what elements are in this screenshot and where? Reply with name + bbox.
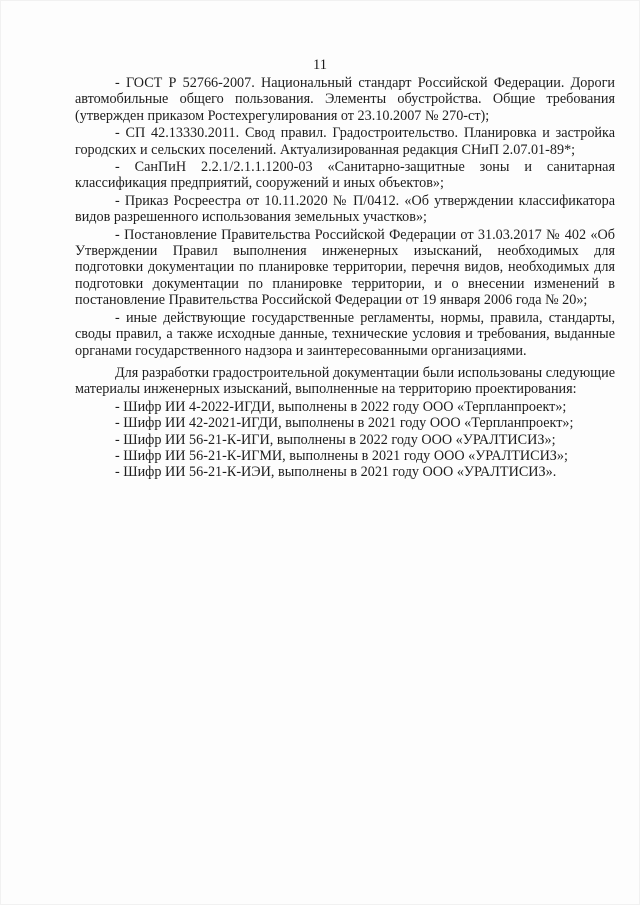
page-number: 11 [313, 57, 327, 73]
survey-cipher-item: - Шифр ИИ 4-2022-ИГДИ, выполнены в 2022 году ООО «Терпланпроект»; [115, 398, 567, 415]
survey-cipher-item: - Шифр ИИ 56-21-К-ИЭИ, выполнены в 2021 году ООО «УРАЛТИСИЗ». [115, 464, 557, 481]
list-item-government-decree: - Постановление Правительства Российской Федерации от 31.03.2017 № 402 «Об Утверждении Правил выполнения инженерных изысканий, необходимых для подготовки документации по планировке территории, перечня видов, необходимых для подготовки документации по планировке территории, и о внесении изменений в постановление Правительства Российской Федерации от 19 января 2006 года № 20»; [75, 226, 615, 309]
survey-cipher-item: - Шифр ИИ 56-21-К-ИГИ, выполнены в 2022 году ООО «УРАЛТИСИЗ»; [115, 431, 556, 448]
list-item-sanpin: - СанПиН 2.2.1/2.1.1.1200-03 «Санитарно-защитные зоны и санитарная классификация предприятий, сооружений и иных объектов»; [75, 159, 615, 192]
list-item-other-regulations: - иные действующие государственные регламенты, нормы, правила, стандарты, своды правил, а также исходные данные, технические условия и требования, выданные органами государственного надзора и заинтересованными организациями. [75, 309, 615, 359]
list-item-gost: - ГОСТ Р 52766-2007. Национальный стандарт Российской Федерации. Дороги автомобильные общего пользования. Элементы обустройства. Общие требования (утвержден приказом Ростехрегулирования от 23.10.2007 № 270-ст); [75, 75, 615, 124]
document-body [75, 75, 615, 481]
list-item-sp: - СП 42.13330.2011. Свод правил. Градостроительство. Планировка и застройка городских и сельских поселений. Актуализированная редакция СНиП 2.07.01-89*; [75, 125, 615, 158]
survey-materials-intro: Для разработки градостроительной документации были использованы следующие материалы инженерных изысканий, выполненные на территорию проектирования: [75, 364, 615, 398]
list-item-rosreestr-order: - Приказ Росреестра от 10.11.2020 № П/0412. «Об утверждении классификатора видов разрешенного использования земельных участков»; [75, 192, 615, 226]
survey-cipher-item: - Шифр ИИ 42-2021-ИГДИ, выполнены в 2021 году ООО «Терпланпроект»; [115, 415, 574, 432]
survey-cipher-item: - Шифр ИИ 56-21-К-ИГМИ, выполнены в 2021 году ООО «УРАЛТИСИЗ»; [115, 447, 568, 464]
